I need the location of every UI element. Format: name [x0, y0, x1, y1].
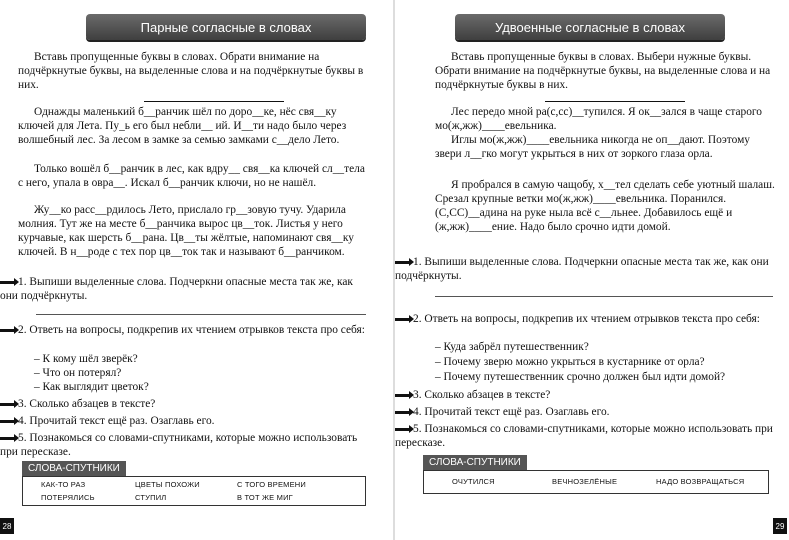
right-page — [395, 0, 789, 540]
left-word-6: В ТОТ ЖЕ МИГ — [237, 493, 293, 502]
left-word-3: С ТОГО ВРЕМЕНИ — [237, 480, 306, 489]
arrow-icon — [0, 281, 16, 284]
left-page — [0, 0, 394, 540]
left-instruction: Вставь пропущенные буквы в словах. Обрати внимание на подчёркнутые буквы, на выделенные слова и на подчёркнутые буквы в них. — [18, 51, 364, 91]
left-question-4: 4. Прочитай текст ещё раз. Озаглавь его. — [0, 414, 215, 428]
left-word-5: СТУПИЛ — [135, 493, 167, 502]
right-word-3: НАДО ВОЗВРАЩАТЬСЯ — [656, 477, 745, 486]
left-question-3: 3. Сколько абзацев в тексте? — [0, 397, 155, 411]
left-question-2b: – Что он потерял? — [34, 367, 122, 379]
arrow-icon — [395, 318, 411, 321]
right-page-number: 29 — [773, 518, 787, 534]
right-words-title: СЛОВА-СПУТНИКИ — [423, 455, 527, 471]
left-word-2: ЦВЕТЫ ПОХОЖИ — [135, 480, 200, 489]
right-answer-line — [435, 296, 773, 297]
left-question-5: 5. Познакомься со словами-спутниками, которые можно использовать при пересказе. — [0, 432, 358, 458]
left-word-1: КАК-ТО РАЗ — [41, 480, 86, 489]
right-question-2b: – Почему зверю можно укрыться в кустарнике от орла? — [435, 356, 705, 368]
left-paragraph-1: Однажды маленький б__ранчик шёл по доро__ке, нёс свя__ку ключей для Лета. Пу_ь его был небли__ ий. И__ти надо было через волшебный лес. За лесом в замке за семью замками с__дело Лето. — [18, 106, 347, 146]
right-question-5: 5. Познакомься со словами-спутниками, которые можно использовать при пересказе. — [395, 423, 773, 449]
right-question-1: 1. Выпиши выделенные слова. Подчеркни опасные места так же, как они подчёркнуты. — [395, 256, 769, 282]
right-question-2a: – Куда забрёл путешественник? — [435, 341, 589, 353]
right-word-2: ВЕЧНОЗЕЛЁНЫЕ — [552, 477, 618, 486]
left-banner-title: Парные согласные в словах — [86, 14, 366, 40]
left-paragraph-3: Жу__ко расс__рдилось Лето, прислало гр__зовую тучу. Ударила молния. Тут же на месте б__ранчика вырос цв__ток. Листья у него курчавые, как шерсть б__рана. Цв__ты жёлтые, напоминают свя__ку ключей. В н__роде с тех пор цв__ток так и называют б__ранчиком. — [18, 204, 354, 258]
left-question-1: 1. Выпиши выделенные слова. Подчеркни опасные места так же, как они подчёркнуты. — [0, 276, 353, 302]
arrow-icon — [0, 403, 16, 406]
right-title-blank — [545, 92, 685, 106]
right-paragraph-3: Я пробрался в самую чащобу, х__тел сделать себе уютный шалаш. Срезал крупные ветки мо(ж,жж)____евельника. Поранился. (С,СС)__адина на руке ныла всё с__льнее. Добавилось ещё и (ж,жж)____ение. Надо было срочно идти домой. — [435, 179, 775, 233]
left-answer-line — [36, 314, 366, 315]
right-question-2: 2. Ответь на вопросы, подкрепив их чтением отрывков текста про себя: — [395, 312, 775, 326]
right-banner-title: Удвоенные согласные в словах — [455, 14, 725, 40]
right-instruction: Вставь пропущенные буквы в словах. Выбери нужные буквы. Обрати внимание на подчёркнутые буквы, на выделенные слова и на подчёркнутые буквы в них. — [435, 51, 771, 91]
right-question-4: 4. Прочитай текст ещё раз. Озаглавь его. — [395, 405, 610, 419]
arrow-icon — [395, 428, 411, 431]
left-word-4: ПОТЕРЯЛИСЬ — [41, 493, 95, 502]
arrow-icon — [0, 420, 16, 423]
left-title-blank — [144, 92, 284, 106]
arrow-icon — [395, 261, 411, 264]
arrow-icon — [0, 437, 16, 440]
arrow-icon — [395, 394, 411, 397]
right-word-1: ОЧУТИЛСЯ — [452, 477, 495, 486]
left-question-2c: – Как выглядит цветок? — [34, 381, 149, 393]
left-words-box — [22, 476, 366, 506]
right-question-3: 3. Сколько абзацев в тексте? — [395, 388, 550, 402]
left-words-title: СЛОВА-СПУТНИКИ — [22, 461, 126, 477]
right-paragraph-1: Лес передо мной ра(с,сс)__тупился. Я ок__зался в чаще старого мо(ж,жж)____евельника. — [435, 106, 762, 132]
right-words-box — [423, 470, 769, 494]
left-question-2a: – К кому шёл зверёк? — [34, 353, 138, 365]
arrow-icon — [395, 411, 411, 414]
right-question-2c: – Почему путешественник срочно должен был идти домой? — [435, 371, 726, 383]
right-paragraph-2: Иглы мо(ж,жж)____евельника никогда не оп__дают. Поэтому звери л__гко могут укрыться в них от зоркого глаза орла. — [435, 134, 751, 160]
left-question-2: 2. Ответь на вопросы, подкрепив их чтением отрывков текста про себя: — [0, 323, 370, 337]
left-page-number: 28 — [0, 518, 14, 534]
left-paragraph-2: Только вошёл б__ранчик в лес, как вдру__ свя__ка ключей сл__тела с него, упала в овра__. Искал б__ранчик ключи, но не нашёл. — [18, 163, 365, 189]
arrow-icon — [0, 329, 16, 332]
